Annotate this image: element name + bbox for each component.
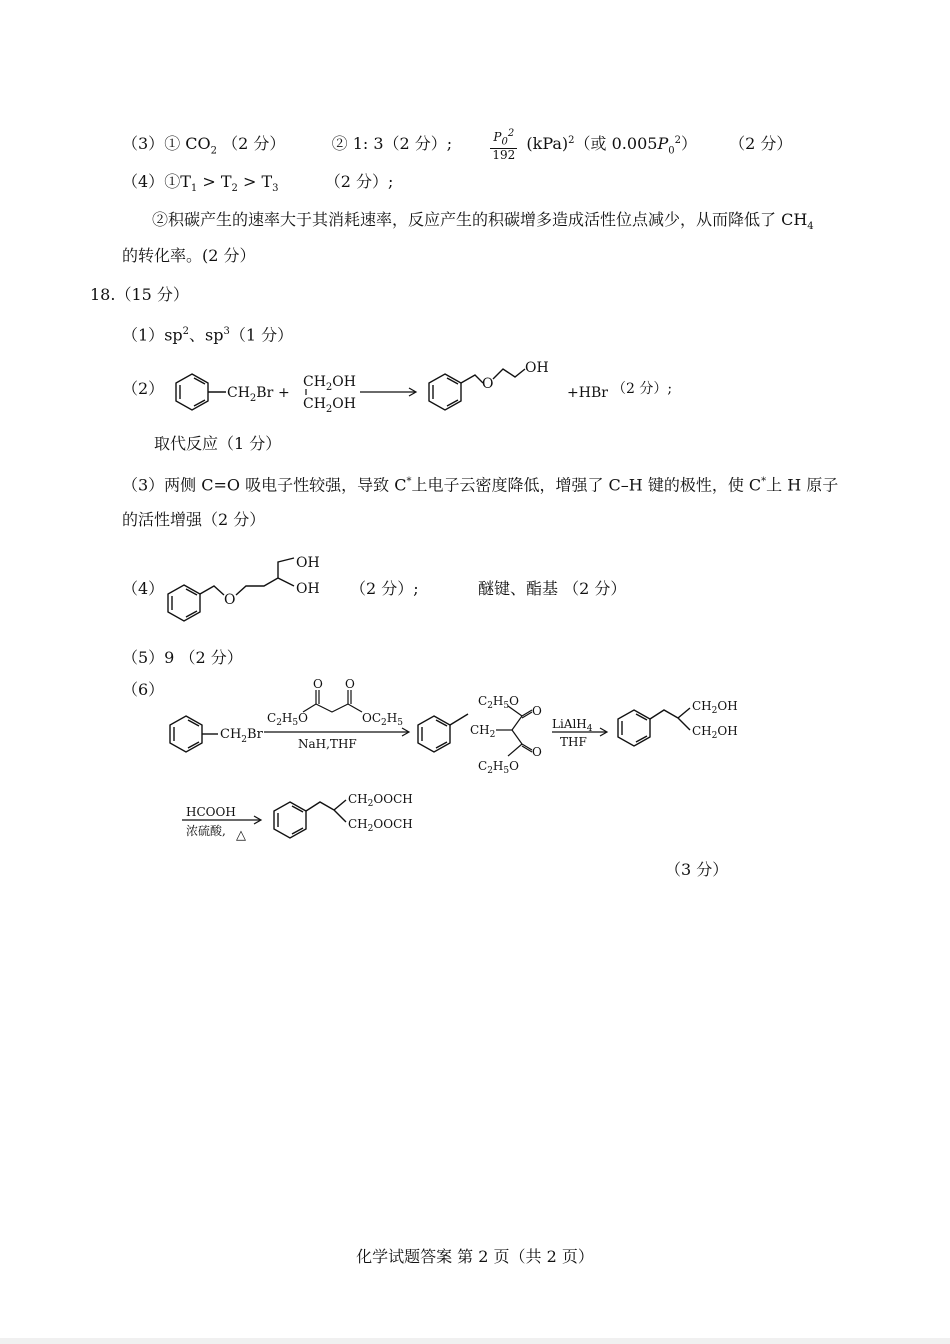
- q18-part4-structure: [160, 550, 360, 630]
- benzene-ring-icon: [170, 716, 218, 752]
- q17-part4-explanation-cont: 的转化率。(2 分）: [122, 246, 256, 265]
- fraction-kp: [490, 127, 517, 162]
- alt-close: ）: [680, 134, 697, 154]
- condition-hcooh: HCOOH: [186, 805, 236, 819]
- bottom-divider: [0, 1338, 950, 1344]
- score: （2 分）: [729, 134, 793, 154]
- benzene-ring-icon: [618, 708, 690, 746]
- q18-part3: [122, 471, 838, 496]
- q18-part6-label: （6）: [122, 680, 165, 699]
- subscript: 2: [231, 183, 238, 195]
- alt-p: P: [657, 134, 669, 154]
- ether-oxygen: O: [482, 376, 494, 392]
- score: （2 分）;: [324, 172, 394, 191]
- hydroxyl-bottom: OH: [296, 581, 320, 597]
- q18-part4-label: （4）: [122, 579, 165, 598]
- reaction-arrow-icon: [360, 388, 416, 396]
- q18-part6-synthesis-route: [160, 672, 800, 847]
- marker: ①: [164, 172, 181, 191]
- ester-top: $CH_2OOCH$: [348, 792, 413, 809]
- score: （1 分）: [229, 325, 294, 345]
- explanation-text: ②积碳产生的速率大于其消耗速率，反应产生的积碳增多造成活性位点减少，从而降低了 CH: [152, 210, 808, 229]
- separator: 、: [189, 325, 206, 345]
- t3: T: [261, 172, 273, 191]
- diol-top: $CH_2OH$: [692, 699, 738, 716]
- superscript: *: [761, 476, 767, 487]
- text: （3）两侧 C=O 吸电子性较强，导致 C: [122, 475, 407, 495]
- ethoxy-bottom: $C_2H_5O$: [478, 759, 519, 776]
- reagent-ch2br: $CH_2Br$: [227, 385, 274, 404]
- alt-value: （或 0.005: [574, 134, 658, 154]
- text: 上 H 原子: [766, 475, 839, 495]
- question-18-title: 18.（15 分）: [90, 285, 189, 304]
- superscript: 2: [182, 326, 190, 337]
- hybrid-b: sp: [205, 325, 224, 345]
- superscript: *: [406, 476, 412, 487]
- superscript: 2: [568, 134, 575, 146]
- product-benzyl-ether: [429, 369, 525, 410]
- ethoxy-left: $C_2H_5O$: [267, 711, 308, 728]
- t1: T: [180, 172, 191, 191]
- benzene-ring-icon: [176, 374, 226, 410]
- q18-part4-groups: 醚键、酯基 （2 分）: [478, 579, 627, 598]
- malonate-core: [496, 706, 532, 756]
- q18-part6-score: （3 分）: [665, 860, 729, 879]
- ethoxy-right: $OC_2H_5$: [362, 711, 403, 728]
- part-label: （3）: [122, 134, 165, 154]
- q17-part3-line: [122, 127, 792, 162]
- superscript: 2: [507, 128, 515, 139]
- q18-part3-cont: 的活性增强（2 分）: [122, 510, 266, 529]
- superscript: 3: [223, 326, 230, 337]
- subscript: 2: [210, 145, 218, 157]
- condition-lialh4: LiAlH$_4$: [552, 717, 593, 734]
- q18-part2-reaction: [160, 355, 720, 425]
- frac-num: P: [493, 130, 502, 144]
- subscript: 0: [501, 136, 508, 148]
- subscript: 4: [807, 221, 814, 233]
- part-label: （4）: [122, 172, 165, 191]
- frac-den: 192: [492, 148, 516, 163]
- q18-part4-score: （2 分）;: [350, 579, 419, 598]
- benzyl-bromide: $CH_2Br$: [220, 727, 263, 745]
- reaction-arrow-icon: [264, 728, 409, 736]
- answer-co2: CO: [185, 134, 211, 154]
- carbonyl-o: O: [532, 704, 542, 718]
- answer-ratio: 1: 3（2 分）;: [352, 134, 453, 154]
- condition-h2so4: 浓硫酸,: [186, 824, 226, 838]
- q17-part4-line: [122, 171, 393, 200]
- carbonyl-o: O: [532, 745, 542, 759]
- subscript: 0: [668, 145, 675, 157]
- hybrid-a: sp: [164, 325, 183, 345]
- ester-bottom: $CH_2OOCH$: [348, 817, 413, 834]
- ethoxy-top: $C_2H_5O$: [478, 694, 519, 711]
- benzene-ring-icon: [418, 714, 468, 752]
- condition-nah-thf: NaH,THF: [298, 737, 357, 751]
- score: （2 分）: [222, 134, 286, 154]
- q18-part1: [122, 321, 293, 346]
- text: 上电子云密度降低，增强了 C–H 键的极性，使 C: [411, 475, 762, 495]
- methylene: $CH_2$: [470, 723, 496, 740]
- hydroxyl: OH: [525, 360, 549, 376]
- subscript: 1: [190, 183, 198, 195]
- gt: >: [237, 172, 262, 191]
- q18-part5: （5）9 （2 分）: [122, 648, 243, 667]
- marker: ②: [331, 134, 348, 154]
- q18-part2-label: （2）: [122, 379, 165, 398]
- gt: >: [197, 172, 221, 191]
- carbonyl-o: O: [313, 677, 323, 691]
- ether-oxygen: O: [224, 592, 236, 608]
- heat-icon: △: [236, 828, 246, 843]
- benzene-ring-icon: [168, 558, 294, 621]
- marker: ①: [164, 134, 181, 154]
- q17-part4-explanation: [152, 209, 814, 238]
- t2: T: [220, 172, 232, 191]
- hydroxyl-top: OH: [296, 555, 320, 571]
- carbonyl-o: O: [345, 677, 355, 691]
- diethyl-malonate: [303, 690, 362, 712]
- glycol-top: $CH_2OH$: [303, 374, 356, 393]
- glycol-bottom: $CH_2OH$: [303, 396, 356, 415]
- q18-part2-reaction-type: 取代反应（1 分）: [154, 434, 282, 453]
- plus-sign: +: [278, 385, 290, 401]
- score: （2 分）;: [612, 381, 673, 397]
- condition-thf: THF: [560, 735, 587, 749]
- subscript: 3: [272, 183, 279, 195]
- unit: (kPa): [526, 134, 569, 154]
- page-footer: 化学试题答案 第 2 页（共 2 页）: [356, 1247, 594, 1266]
- byproduct-hbr: +HBr: [567, 385, 608, 401]
- benzene-ring-icon: [274, 800, 346, 838]
- part-label: （1）: [122, 325, 165, 345]
- superscript: 2: [674, 134, 681, 146]
- diol-bottom: $CH_2OH$: [692, 724, 738, 741]
